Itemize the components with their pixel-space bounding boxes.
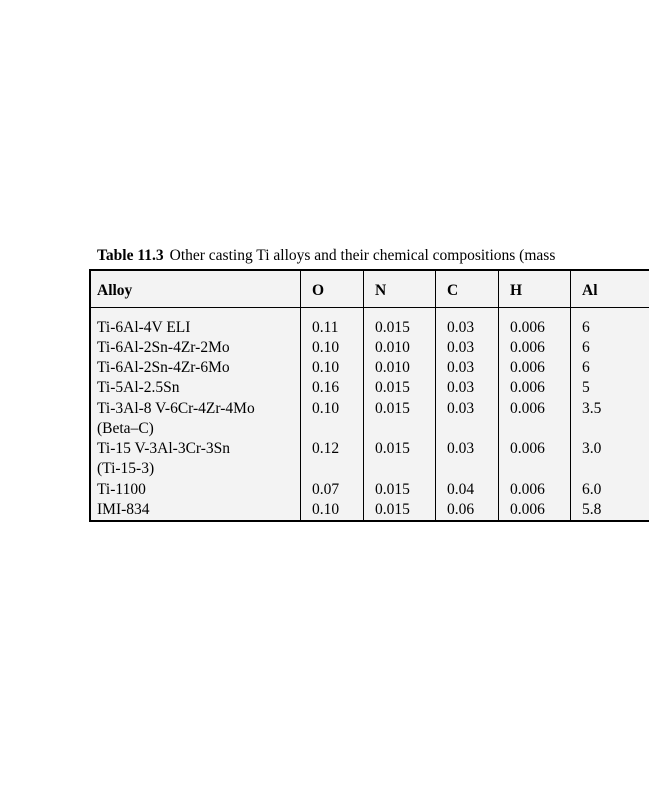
- cell-h: 0.006: [510, 481, 545, 498]
- table-caption: [97, 247, 555, 265]
- header-c: C: [447, 282, 459, 299]
- header-h: H: [510, 282, 523, 299]
- cell-alloy: Ti-15 V-3Al-3Cr-3Sn: [97, 440, 231, 457]
- cell-h: 0.006: [510, 501, 545, 518]
- cell-al: 6: [582, 339, 590, 356]
- cell-al: 3.0: [582, 440, 602, 457]
- column-divider: [498, 271, 499, 520]
- table-caption-text: Other casting Ti alloys and their chemical compositions (mass: [169, 247, 556, 264]
- cell-h: 0.006: [510, 339, 545, 356]
- table-caption-label: Table 11.3: [97, 247, 164, 264]
- cell-n: 0.015: [375, 319, 410, 336]
- header-al: Al: [582, 282, 598, 299]
- column-divider: [363, 271, 364, 520]
- cell-o: 0.16: [312, 379, 340, 396]
- cell-alloy: Ti-3Al-8 V-6Cr-4Zr-4Mo: [97, 400, 255, 417]
- column-divider: [300, 271, 301, 520]
- header-n: N: [375, 282, 387, 299]
- cell-alloy: Ti-5Al-2.5Sn: [97, 379, 180, 396]
- cell-o: 0.10: [312, 359, 340, 376]
- cell-c: 0.03: [447, 359, 475, 376]
- cell-o: 0.10: [312, 339, 340, 356]
- cell-alloy: Ti-6Al-2Sn-4Zr-2Mo: [97, 339, 230, 356]
- cell-n: 0.010: [375, 359, 410, 376]
- header-o: O: [312, 282, 325, 299]
- cell-alloy-continued: (Ti-15-3): [97, 460, 155, 477]
- cell-h: 0.006: [510, 319, 545, 336]
- cell-h: 0.006: [510, 440, 545, 457]
- cell-n: 0.010: [375, 339, 410, 356]
- cell-n: 0.015: [375, 379, 410, 396]
- cell-c: 0.03: [447, 319, 475, 336]
- cell-o: 0.10: [312, 501, 340, 518]
- cell-alloy: Ti-6Al-4V ELI: [97, 319, 191, 336]
- cell-h: 0.006: [510, 379, 545, 396]
- cell-alloy-continued: (Beta–C): [97, 420, 154, 437]
- cell-alloy: Ti-1100: [97, 481, 146, 498]
- cell-alloy: Ti-6Al-2Sn-4Zr-6Mo: [97, 359, 230, 376]
- header-alloy: Alloy: [97, 282, 133, 299]
- cell-o: 0.07: [312, 481, 340, 498]
- cell-al: 5.8: [582, 501, 602, 518]
- cell-al: 6: [582, 319, 590, 336]
- cell-o: 0.12: [312, 440, 340, 457]
- cell-c: 0.03: [447, 339, 475, 356]
- cell-alloy: IMI-834: [97, 501, 150, 518]
- cell-c: 0.06: [447, 501, 475, 518]
- cell-al: 6.0: [582, 481, 602, 498]
- cell-o: 0.10: [312, 400, 340, 417]
- cell-n: 0.015: [375, 440, 410, 457]
- cell-h: 0.006: [510, 359, 545, 376]
- cell-h: 0.006: [510, 400, 545, 417]
- cell-c: 0.04: [447, 481, 475, 498]
- composition-table: [89, 269, 649, 522]
- cell-c: 0.03: [447, 379, 475, 396]
- cell-n: 0.015: [375, 481, 410, 498]
- header-divider: [91, 307, 649, 308]
- cell-o: 0.11: [312, 319, 339, 336]
- cell-al: 6: [582, 359, 590, 376]
- cell-al: 3.5: [582, 400, 602, 417]
- cell-al: 5: [582, 379, 590, 396]
- column-divider: [435, 271, 436, 520]
- column-divider: [570, 271, 571, 520]
- cell-n: 0.015: [375, 400, 410, 417]
- cell-n: 0.015: [375, 501, 410, 518]
- cell-c: 0.03: [447, 440, 475, 457]
- cell-c: 0.03: [447, 400, 475, 417]
